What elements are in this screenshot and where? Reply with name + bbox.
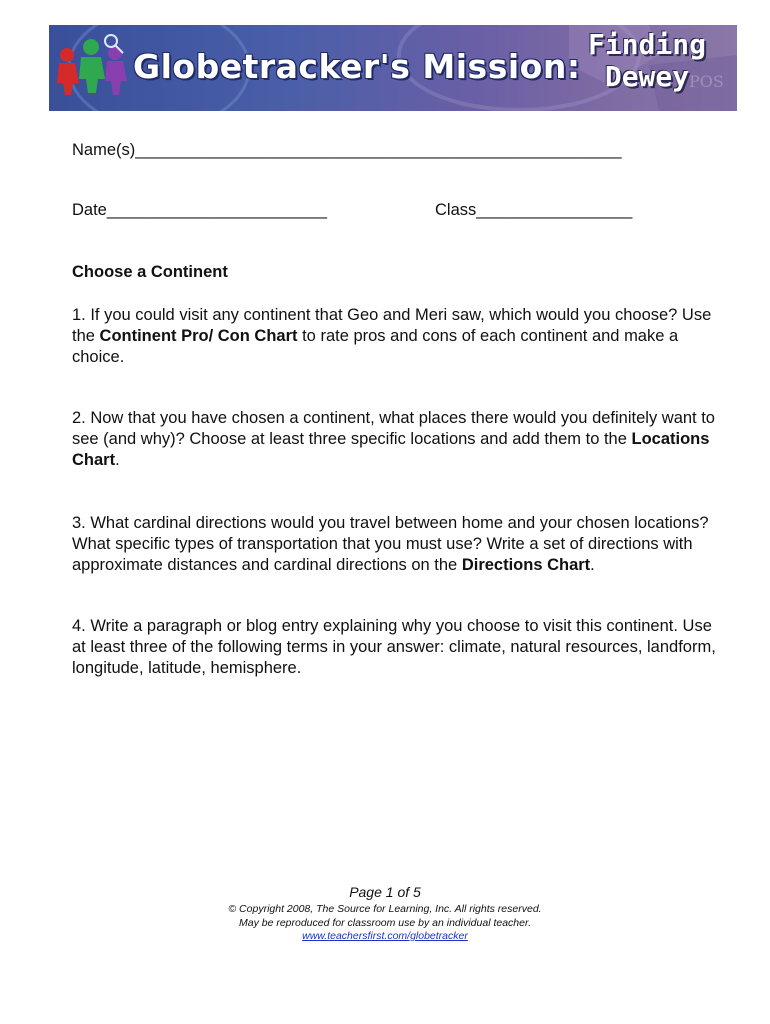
question-1 bbox=[72, 305, 722, 368]
kids-figures-logo bbox=[53, 33, 133, 105]
question-3-text-end: . bbox=[590, 556, 595, 574]
question-2-text: 2. Now that you have chosen a continent, what places there would you definitely want to see (and why)? Choose at least three specific locations and add them to the bbox=[72, 409, 715, 448]
banner-subtitle-line2: Dewey bbox=[604, 60, 690, 93]
teachersfirst-link[interactable]: www.teachersfirst.com/globetracker bbox=[302, 930, 468, 942]
copyright-notice: © Copyright 2008, The Source for Learning, Inc. All rights reserved. bbox=[228, 903, 542, 915]
question-4: 4. Write a paragraph or blog entry explaining why you choose to visit this continent. Use at least three of the following terms in your answer: climate, natural resources, landform, longitude, latitude, hemisphere. bbox=[72, 617, 716, 677]
banner-subtitle-line1: Finding bbox=[587, 28, 706, 61]
class-field-line: Class_________________ bbox=[435, 201, 633, 219]
question-1-text: 1. If you could visit any continent that Geo and Meri saw, which would you choose? Use the bbox=[72, 306, 712, 345]
question-1-chart-name: Continent Pro/ Con Chart bbox=[99, 327, 298, 345]
date-field-line: Date________________________ bbox=[72, 201, 328, 219]
question-2-chart-name: Locations Chart bbox=[72, 430, 710, 469]
question-3-chart-name: Directions Chart bbox=[461, 556, 591, 574]
banner-subtitle bbox=[561, 29, 733, 93]
question-3 bbox=[72, 513, 722, 576]
question-2 bbox=[72, 408, 722, 471]
question-2-text-end: . bbox=[115, 451, 120, 469]
banner-title: Globetracker's Mission: bbox=[133, 47, 581, 86]
question-3-text: 3. What cardinal directions would you travel between home and your chosen locations? What specific types of transportation that you must use? Write a set of directions with approximate distances and cardinal directions on the bbox=[72, 514, 709, 574]
page-number: Page 1 of 5 bbox=[349, 884, 421, 900]
question-1-text-end: to rate pros and cons of each continent and make a choice. bbox=[72, 327, 679, 366]
name-field-line: Name(s)_____________________________________________________ bbox=[72, 141, 622, 159]
header-banner bbox=[49, 25, 737, 111]
section-heading: Choose a Continent bbox=[72, 263, 228, 281]
svg-text:POS: POS bbox=[689, 72, 724, 91]
reproduction-notice: May be reproduced for classroom use by an individual teacher. bbox=[238, 917, 532, 929]
